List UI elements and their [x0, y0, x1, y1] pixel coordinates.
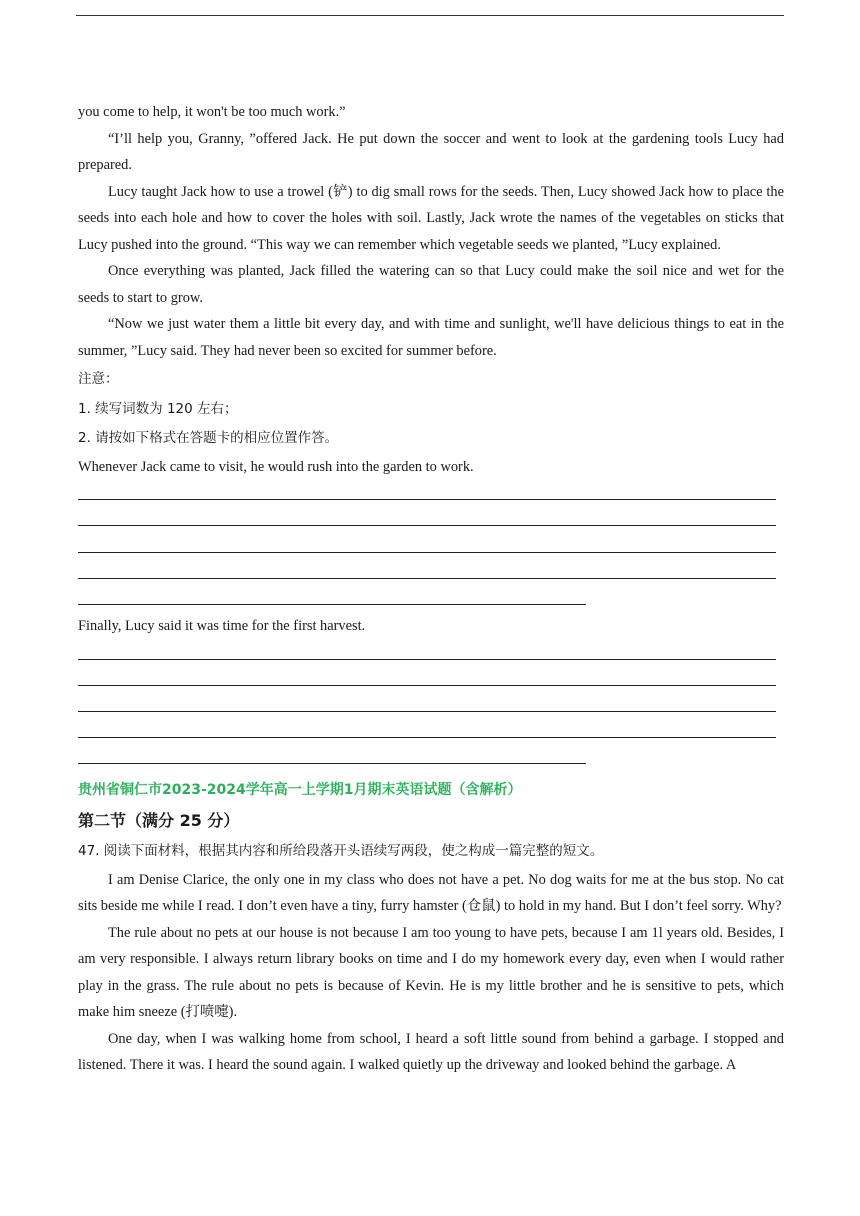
answer-line — [78, 480, 784, 506]
story2-paragraph-2: The rule about no pets at our house is not because I am too young to have pets, because I am 1l years old. Besides, I am very responsible. I always return library books on time and I do my homework every day, even when I would rather play in the grass. The rule about no pets is because of Kevin. He is my little brother and he is sensitive to pets, which make him sneeze (打喷嚏). — [78, 924, 784, 1021]
answer-line — [78, 744, 784, 770]
notes-item-2: 2. 请按如下格式在答题卡的相应位置作答。 — [78, 430, 339, 446]
answer-line — [78, 585, 784, 611]
answer-line — [78, 532, 784, 558]
notes-item-1: 1. 续写词数为 120 左右； — [78, 400, 238, 417]
document-body — [78, 99, 784, 1079]
story2-paragraph-1: I am Denise Clarice, the only one in my class who does not have a pet. No dog waits for me at the bus stop. No cat sits beside me while I read. I don’t even have a tiny, furry hamster (仓鼠) to hold in my hand. But I don’t feel sorry. Why? — [78, 871, 784, 915]
answer-line — [78, 639, 784, 665]
story2-paragraph-3: One day, when I was walking home from school, I heard a soft little sound from behind a garbage. I stopped and listened. There it was. I heard the sound again. I walked quietly up the driveway and looked behind the garbage. A — [78, 1030, 784, 1074]
story1-paragraph-2: “I’ll help you, Granny, ”offered Jack. He put down the soccer and went to look at the gardening tools Lucy had prepared. — [78, 130, 784, 173]
answer-line — [78, 559, 784, 585]
notes-label: 注意： — [78, 371, 119, 387]
section-title-text: 第二节（满分 25 分） — [78, 811, 240, 831]
answer-line — [78, 718, 784, 744]
story1-paragraph-1: you come to help, it won't be too much work.” — [78, 104, 346, 120]
answer-line — [78, 666, 784, 692]
question-instruction: 47. 阅读下面材料，根据其内容和所给段落开头语续写两段，使之构成一篇完整的短文。 — [78, 843, 604, 860]
continuation-prompt-2: Finally, Lucy said it was time for the first harvest. — [78, 617, 366, 634]
story1-paragraph-3: Lucy taught Jack how to use a trowel (铲) to dig small rows for the seeds. Then, Lucy showed Jack how to place the seeds into each hole and how to cover the holes with soil. Lastly, Jack wrote the names of the vegetables on sticks that Lucy pushed into the ground. “This way we can remember which vegetable seeds we planted, ”Lucy explained. — [78, 183, 784, 253]
story1-paragraph-4: Once everything was planted, Jack filled the watering can so that Lucy could make the soil nice and wet for the seeds to start to grow. — [78, 263, 784, 306]
story1-paragraph-5: “Now we just water them a little bit every day, and with time and sunlight, we'll have delicious things to eat in the summer, ”Lucy said. They had never been so excited for summer before. — [78, 316, 784, 359]
source-title: 贵州省铜仁市2023-2024学年高一上学期1月期末英语试题（含解析） — [78, 782, 522, 799]
header-rule — [76, 15, 784, 16]
answer-line — [78, 692, 784, 718]
continuation-prompt-1: Whenever Jack came to visit, he would rush into the garden to work. — [78, 458, 474, 475]
section-title — [78, 806, 784, 836]
answer-line — [78, 506, 784, 532]
